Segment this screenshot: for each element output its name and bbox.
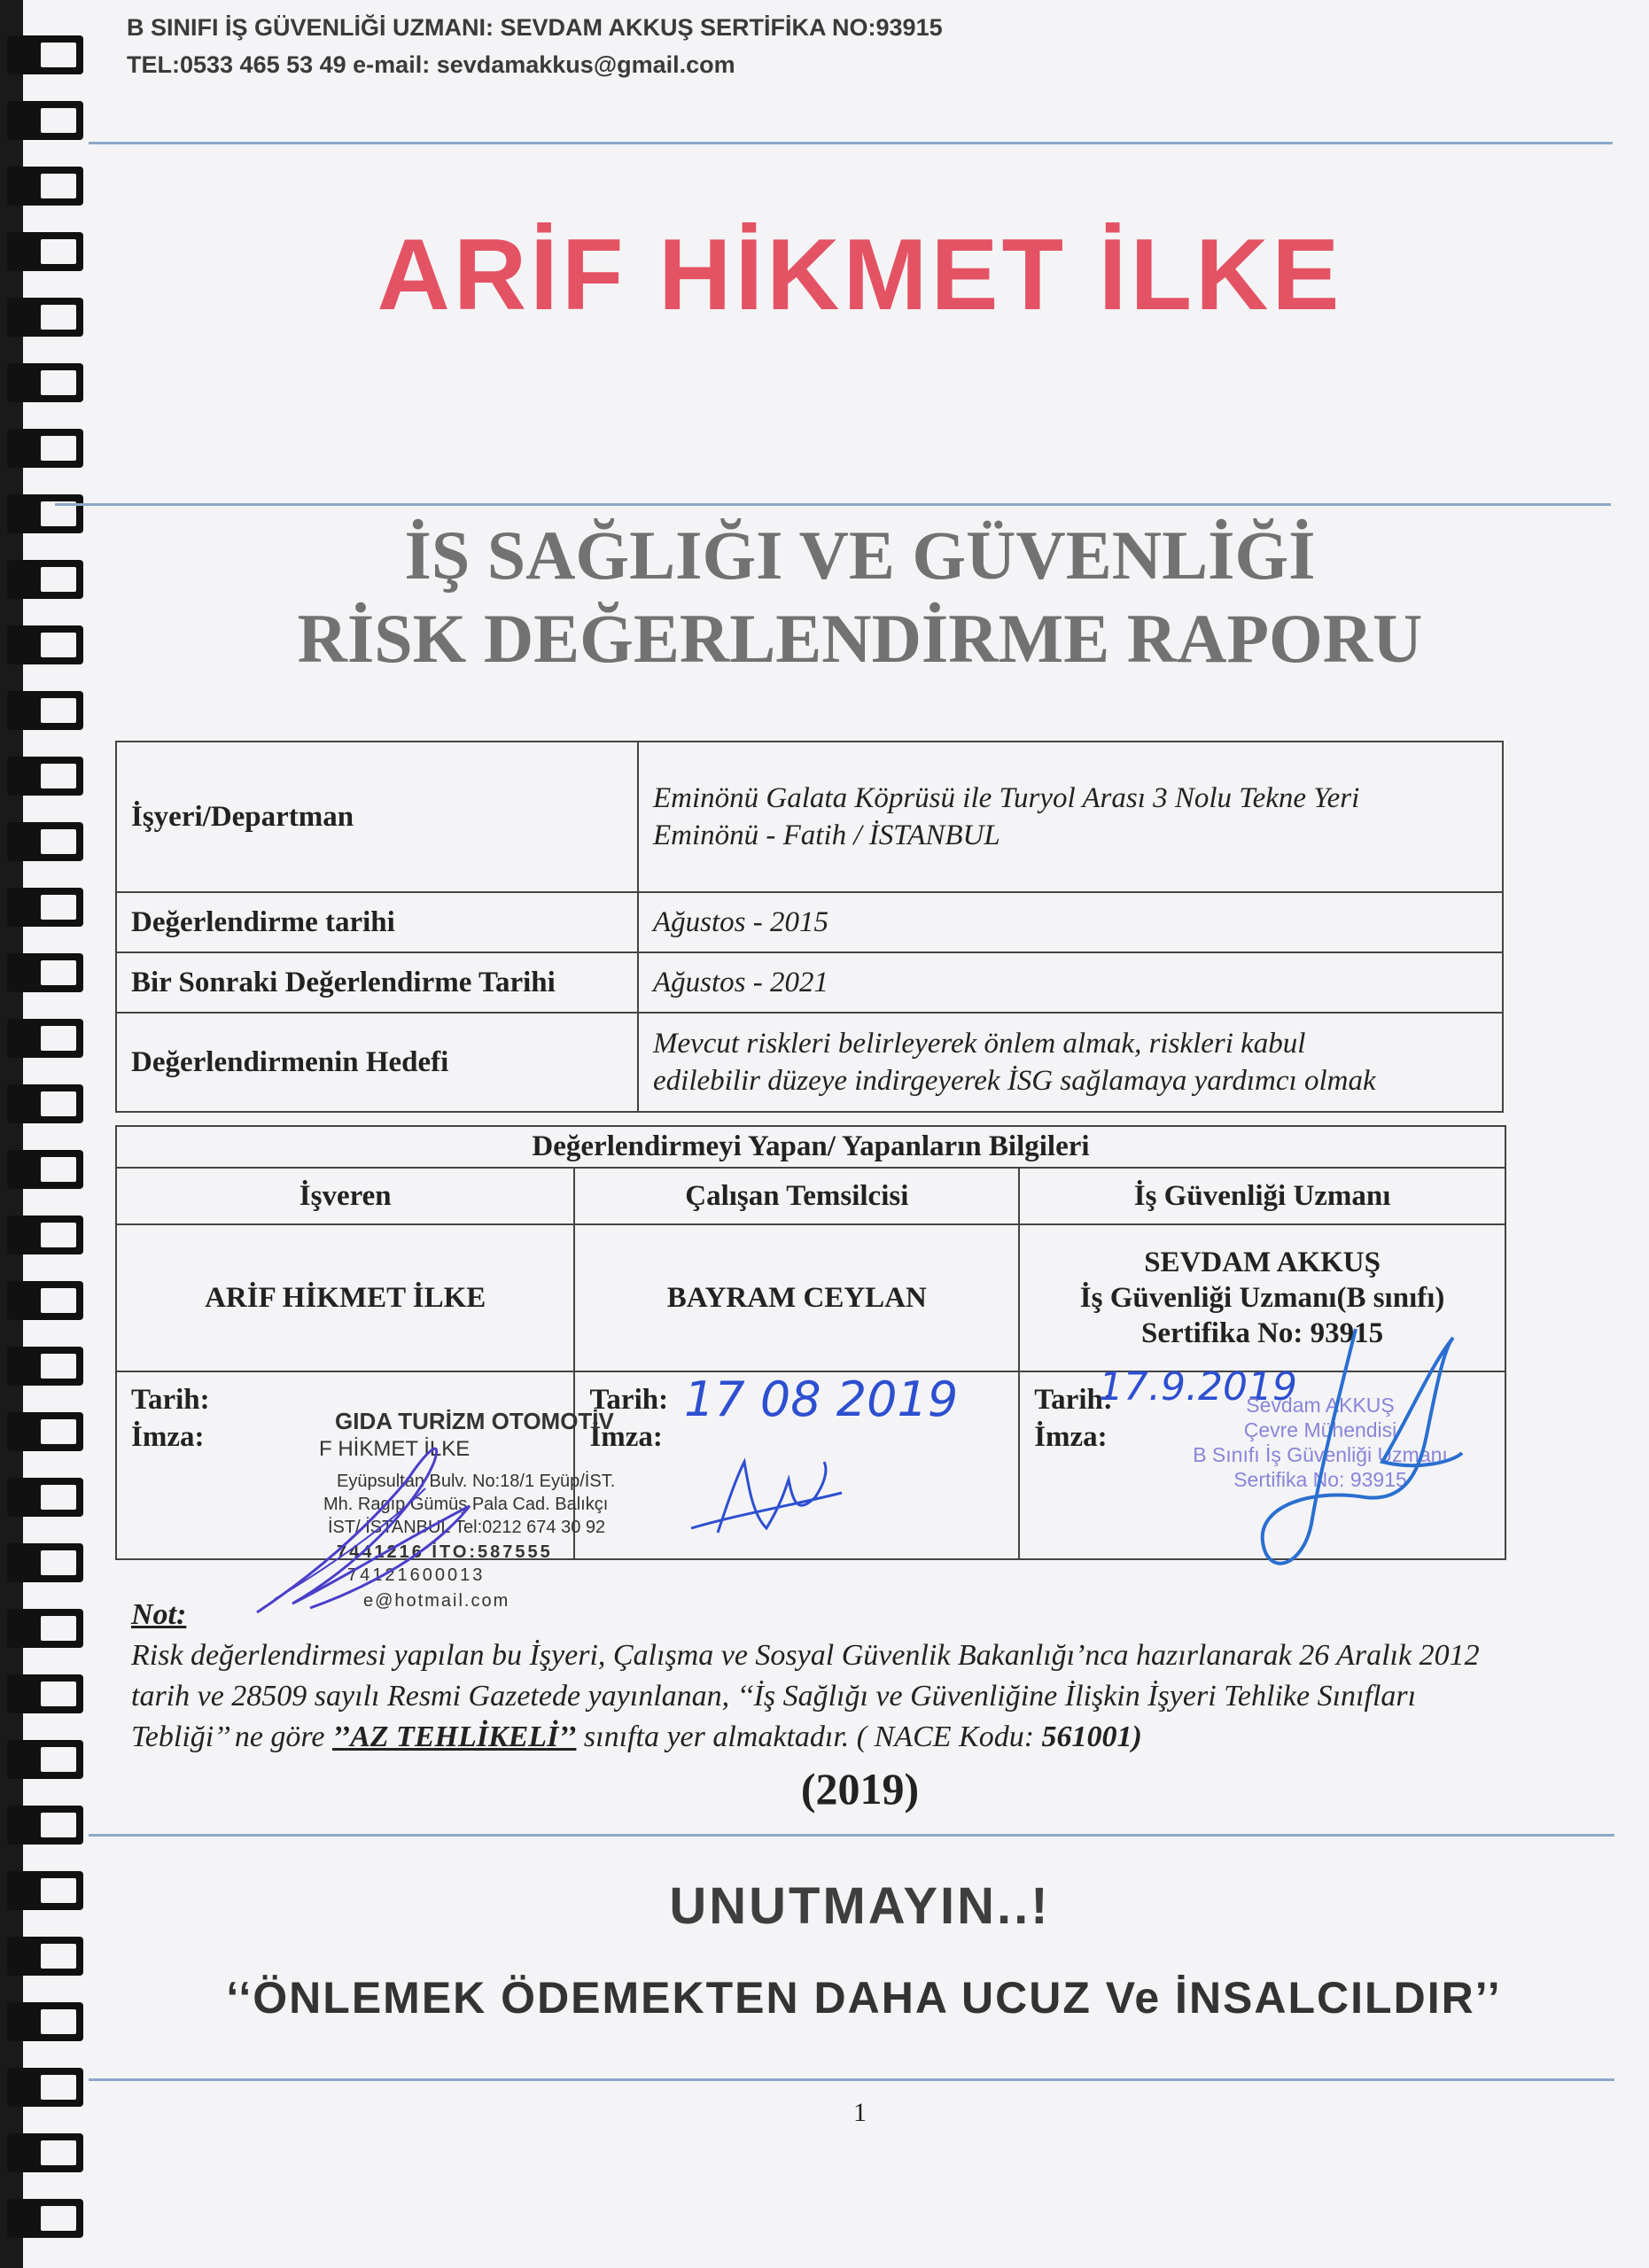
- representative-signature: [682, 1444, 877, 1550]
- next-assessment-value: Ağustos - 2021: [638, 952, 1503, 1013]
- note-label: Not:: [131, 1598, 187, 1631]
- binding-ring: [7, 1347, 83, 1386]
- signature-label: İmza:: [131, 1421, 205, 1453]
- column-representative: Çalışan Temsilcisi: [574, 1168, 1019, 1224]
- employer-stamp-line2: F HİKMET İLKE: [319, 1437, 471, 1461]
- date-label: Tarih:: [131, 1384, 210, 1416]
- representative-name: BAYRAM CEYLAN: [574, 1224, 1019, 1371]
- binding-ring: [7, 167, 83, 206]
- employer-stamp-line3: Eyüpsultan Bulv. No:18/1 Eyüp/İST.: [337, 1472, 616, 1491]
- table-row: [116, 1013, 1503, 1112]
- assessment-date-value: Ağustos - 2015: [638, 892, 1503, 952]
- objective-label: Değerlendirmenin Hedefi: [116, 1013, 638, 1112]
- expert-signature: [1241, 1311, 1471, 1586]
- nace-code: 561001): [1041, 1720, 1142, 1753]
- table-row: [116, 892, 1503, 952]
- employer-stamp-line8: e@hotmail.com: [363, 1591, 510, 1611]
- date-label: Tarih:: [589, 1384, 669, 1416]
- table-row: [116, 1168, 1505, 1224]
- binding-ring: [7, 1019, 83, 1058]
- objective-value: [638, 1013, 1503, 1112]
- binding-ring: [7, 691, 83, 730]
- employer-stamp-line7: 74121600013: [347, 1565, 486, 1585]
- report-title-line1: İŞ SAĞLIĞI VE GÜVENLİĞİ: [404, 517, 1316, 594]
- employer-stamp-line4: Mh. Ragıp Gümüş Pala Cad. Balıkçı: [323, 1495, 609, 1514]
- expert-handwritten-date: 17.9.2019: [1099, 1364, 1297, 1410]
- employer-stamp-line5: İST/ İSTANBUL Tel:0212 674 30 92: [328, 1518, 606, 1537]
- header-line-contact: TEL:0533 465 53 49 e-mail: sevdamakkus@gmail.com: [127, 51, 735, 78]
- signature-label: İmza:: [1034, 1421, 1108, 1453]
- signature-label: İmza:: [589, 1421, 663, 1453]
- expert-stamp-line1: Sevdam AKKUŞ: [1246, 1394, 1395, 1417]
- remember-heading: UNUTMAYIN..!: [669, 1877, 1051, 1935]
- workplace-value: [638, 742, 1503, 892]
- binding-ring: [7, 429, 83, 468]
- binding-ring: [7, 1478, 83, 1517]
- binding-ring: [7, 35, 83, 74]
- report-title-line2: RİSK DEĞERLENDİRME RAPORU: [297, 600, 1423, 677]
- objective-value-line1: Mevcut riskleri belirleyerek önlem almak, riskleri kabul: [653, 1028, 1306, 1060]
- binding-ring: [7, 1150, 83, 1189]
- assessment-date-label: Değerlendirme tarihi: [116, 892, 638, 952]
- workplace-value-line1: Eminönü Galata Köprüsü ile Turyol Arası 3 Nolu Tekne Yeri: [653, 782, 1360, 814]
- binding-ring: [7, 101, 83, 140]
- assessors-section-title: Değerlendirmeyi Yapan/ Yapanların Bilgileri: [116, 1126, 1505, 1168]
- binding-ring: [7, 1412, 83, 1451]
- note-text-part2: sınıfta yer almaktadır. ( NACE Kodu:: [576, 1720, 1042, 1753]
- column-employer: İşveren: [116, 1168, 574, 1224]
- next-assessment-label: Bir Sonraki Değerlendirme Tarihi: [116, 952, 638, 1013]
- expert-stamp-line3: B Sınıfı İş Güvenliği Uzmanı: [1193, 1443, 1448, 1466]
- expert-stamp-line2: Çevre Mühendisi: [1243, 1418, 1397, 1441]
- representative-handwritten-date: 17 08 2019: [684, 1371, 959, 1427]
- expert-title: İş Güvenliği Uzmanı(B sınıfı): [1079, 1282, 1445, 1314]
- date-label: Tarih:: [1034, 1384, 1113, 1416]
- divider: [89, 2078, 1614, 2081]
- page-number: 1: [853, 2098, 867, 2127]
- report-title: [0, 514, 1649, 680]
- table-row: [116, 1126, 1505, 1168]
- slogan: ‘‘ÖNLEMEK ÖDEMEKTEN DAHA UCUZ Ve İNSALCILDIR’’: [226, 1973, 1502, 2023]
- objective-value-line2: edilebilir düzeye indirgeyerek İSG sağlamaya yardımcı olmak: [653, 1065, 1376, 1097]
- binding-ring: [7, 1543, 83, 1582]
- expert-stamp-line4: Sertifika No: 93915: [1233, 1468, 1407, 1491]
- divider: [89, 1834, 1614, 1837]
- binding-ring: [7, 1937, 83, 1976]
- hazard-class: ’’AZ TEHLİKELİ’’: [331, 1720, 577, 1753]
- binding-ring: [7, 2133, 83, 2172]
- workplace-label: İşyeri/Departman: [116, 742, 638, 892]
- binding-ring: [7, 1216, 83, 1254]
- binding-ring: [7, 363, 83, 402]
- divider: [55, 503, 1611, 506]
- document-header: [127, 9, 943, 83]
- employer-name: ARİF HİKMET İLKE: [116, 1224, 574, 1371]
- legal-note: [131, 1595, 1496, 1758]
- binding-ring: [7, 822, 83, 861]
- binding-ring: [7, 888, 83, 927]
- employer-stamp-line1: GIDA TURİZM OTOMOTİV: [335, 1408, 614, 1434]
- expert-certificate: Sertifika No: 93915: [1141, 1317, 1384, 1349]
- binding-ring: [7, 1281, 83, 1320]
- workplace-value-line2: Eminönü - Fatih / İSTANBUL: [653, 819, 1000, 851]
- divider: [89, 142, 1613, 144]
- binding-ring: [7, 757, 83, 796]
- binding-ring: [7, 1609, 83, 1648]
- binding-ring: [7, 1674, 83, 1713]
- report-year: (2019): [800, 1764, 920, 1814]
- binding-ring: [7, 2199, 83, 2238]
- binding-ring: [7, 953, 83, 992]
- workplace-info-table: [115, 741, 1504, 1113]
- company-title: ARİF HİKMET İLKE: [377, 219, 1343, 331]
- employer-stamp-line6: 7441216 İTO:587555: [337, 1542, 553, 1562]
- note-body: [131, 1635, 1496, 1758]
- binding-ring: [7, 1084, 83, 1123]
- note-text-part1: Risk değerlendirmesi yapılan bu İşyeri, Çalışma ve Sosyal Güvenlik Bakanlığı’nca hazırlanarak 26 Aralık 2012 tarih ve 28509 sayılı Resmi Gazetede yayınlanan, ‘‘İş Sağlığı ve Güvenliğine İlişkin İşyeri Tehlike Sınıfları Tebliği’’ ne göre: [131, 1639, 1480, 1753]
- table-row: [116, 742, 1503, 892]
- header-line-expert: B SINIFI İŞ GÜVENLİĞİ UZMANI: SEVDAM AKKUŞ SERTİFİKA NO:93915: [127, 14, 943, 41]
- table-row: [116, 952, 1503, 1013]
- expert-name: SEVDAM AKKUŞ: [1144, 1247, 1381, 1278]
- column-expert: İş Güvenliği Uzmanı: [1019, 1168, 1505, 1224]
- binding-ring: [7, 2002, 83, 2041]
